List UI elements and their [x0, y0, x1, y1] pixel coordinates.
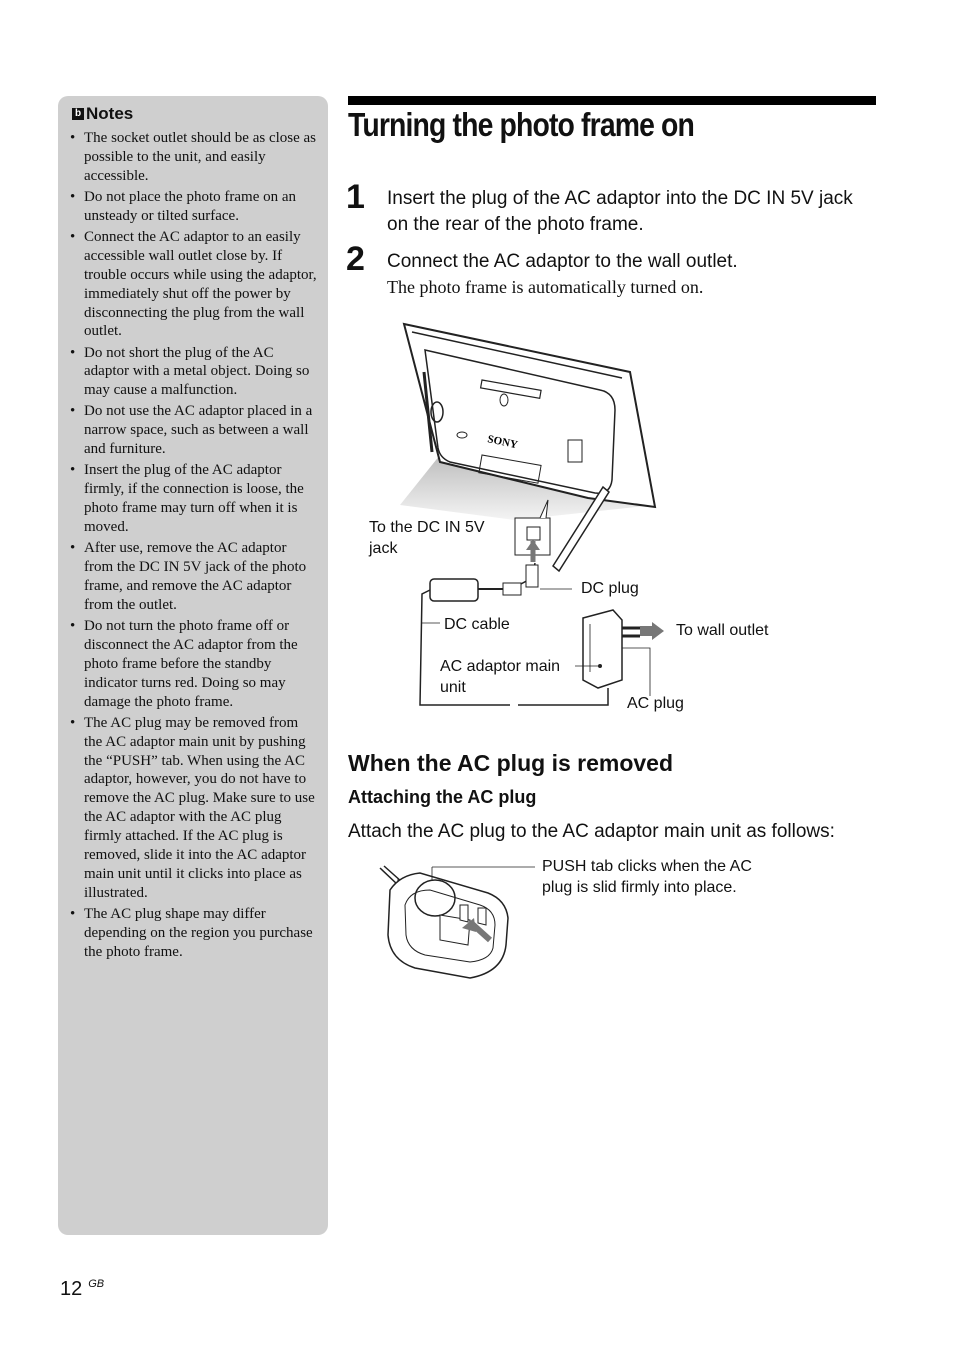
label-dc-plug: DC plug [581, 580, 639, 597]
brand-logo: SONY [486, 433, 519, 452]
note-item: • Connect the AC adaptor to an easily accessible wall outlet close by. If trouble occurs while using the adaptor, immediately shut off the power by disconnecting the plug from the wall outlet. [70, 228, 318, 341]
step-1-text: Insert the plug of the AC adaptor into the DC IN 5V jack on the rear of the photo frame. [387, 188, 853, 235]
notes-heading [72, 104, 133, 124]
label-ac-plug: AC plug [627, 695, 684, 712]
note-item: • The AC plug may be removed from the AC adaptor main unit by pushing the “PUSH” tab. When using the AC adaptor, however, you do not have to remove the AC plug. Make sure to use the AC adaptor with the AC plug firmly attached. If the AC plug is removed, slide it into the AC adaptor main unit until it clicks into place as illustrated. [70, 714, 318, 903]
label-wall-outlet: To wall outlet [676, 622, 769, 639]
page-number [60, 1278, 104, 1301]
label-dc-cable: DC cable [444, 616, 510, 633]
instruction-text: Attach the AC plug to the AC adaptor main unit as follows: [348, 821, 835, 842]
page-number-value: 12 [60, 1278, 83, 1300]
label-push-tab: PUSH tab clicks when the AC plug is slid firmly into place. [542, 858, 752, 896]
notes-icon: b [72, 108, 84, 120]
note-item: • Insert the plug of the AC adaptor firmly, if the connection is loose, the photo frame may turn off when it is moved. [70, 461, 318, 537]
step-2-text: Connect the AC adaptor to the wall outlet. [387, 251, 738, 272]
subsection-heading: Attaching the AC plug [348, 787, 537, 807]
ac-plug-attach-illustration [375, 858, 545, 988]
title-rule [348, 96, 876, 105]
photo-frame-connection-illustration [360, 315, 800, 715]
note-item: • Do not short the plug of the AC adaptor with a metal object. Doing so may cause a malfunction. [70, 344, 318, 401]
region-code: GB [88, 1278, 105, 1290]
label-adaptor-main-unit: AC adaptor main unit [440, 658, 561, 696]
label-dc-in-jack: To the DC IN 5V jack [369, 519, 485, 557]
step-2-number: 2 [346, 240, 365, 278]
note-item: • Do not use the AC adaptor placed in a narrow space, such as between a wall and furniture. [70, 402, 318, 459]
page-title: Turning the photo frame on [348, 106, 695, 143]
notes-title-text: Notes [86, 104, 134, 123]
step-1-number: 1 [346, 178, 365, 216]
notes-list [70, 129, 318, 964]
step-2-subtext: The photo frame is automatically turned on. [387, 277, 704, 297]
note-item: • Do not turn the photo frame off or disconnect the AC adaptor from the photo frame before the standby indicator turns red. Doing so may damage the photo frame. [70, 617, 318, 712]
note-item: • After use, remove the AC adaptor from the DC IN 5V jack of the photo frame, and remove the AC adaptor from the outlet. [70, 539, 318, 615]
note-item: • The AC plug shape may differ depending on the region you purchase the photo frame. [70, 905, 318, 962]
note-item: • The socket outlet should be as close as possible to the unit, and easily accessible. [70, 129, 318, 186]
section-heading: When the AC plug is removed [348, 750, 674, 776]
note-item: • Do not place the photo frame on an unsteady or tilted surface. [70, 188, 318, 226]
